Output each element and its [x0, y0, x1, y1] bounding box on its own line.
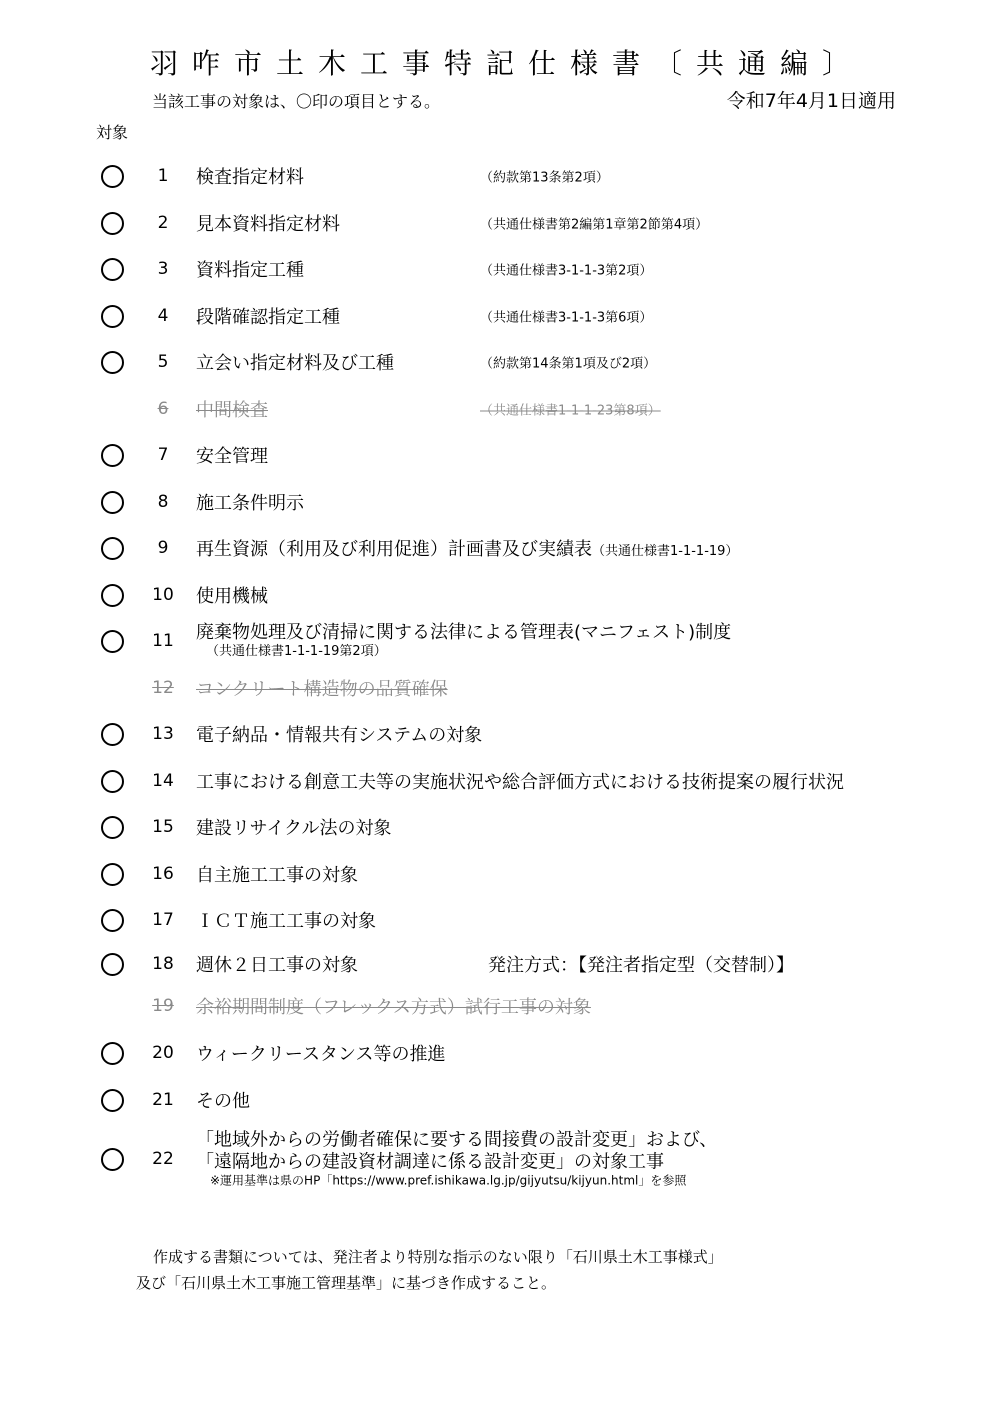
item-number: 5: [157, 352, 169, 372]
footer-note: [136, 1244, 723, 1296]
list-item: [0, 854, 1000, 894]
item-name: その他: [196, 1091, 250, 1112]
circle-mark-icon: [101, 953, 124, 976]
circle-mark-icon: [101, 258, 124, 281]
item-number: 2: [157, 213, 169, 233]
circle-mark-icon: [101, 305, 124, 328]
list-item: [0, 900, 1000, 940]
item-reference: （共通仕様書第2編第1章第2節第4項）: [480, 217, 709, 233]
footer-line-1: 作成する書類については、発注者より特別な指示のない限り「石川県土木工事様式」: [153, 1248, 723, 1266]
item-line-2: 「遠隔地からの建設資材調達に係る設計変更」の対象工事: [196, 1151, 664, 1173]
list-item: [0, 1130, 1000, 1188]
item-number: 12: [152, 678, 174, 698]
list-item: [0, 296, 1000, 336]
list-item-struck: [0, 986, 1000, 1026]
item-number: 20: [152, 1043, 174, 1063]
item-name: 自主施工工事の対象: [196, 865, 358, 886]
item-number: 6: [157, 399, 169, 419]
circle-mark-icon: [101, 723, 124, 746]
circle-mark-icon: [101, 1148, 124, 1171]
item-reference: （共通仕様書3-1-1-3第2項）: [480, 263, 653, 279]
document-title: 羽咋市土木工事特記仕様書〔共通編〕: [150, 47, 865, 80]
list-item: [0, 575, 1000, 615]
item-number: 17: [152, 910, 174, 930]
item-multiline: [196, 622, 731, 660]
item-name: 段階確認指定工種: [196, 307, 340, 328]
item-number: 18: [152, 954, 174, 974]
target-column-label: 対象: [96, 123, 129, 142]
list-item: [0, 482, 1000, 522]
list-item: [0, 1080, 1000, 1120]
item-reference: （共通仕様書1-1-1-19第2項）: [206, 644, 387, 659]
list-item: [0, 156, 1000, 196]
item-reference: （共通仕様書1-1-1-23第8項）: [480, 403, 661, 419]
item-name-text: 再生資源（利用及び利用促進）計画書及び実績表: [196, 539, 592, 560]
subtitle: 当該工事の対象は、〇印の項目とする。: [152, 92, 441, 111]
item-number: 14: [152, 771, 174, 791]
item-note: ※運用基準は県のHP「https://www.pref.ishikawa.lg.jp/gijyutsu/kijyun.html」を参照: [210, 1173, 687, 1188]
item-number: 9: [157, 538, 169, 558]
list-item: [0, 435, 1000, 475]
circle-mark-icon: [101, 165, 124, 188]
item-name: 見本資料指定材料: [196, 214, 340, 235]
list-item: [0, 1033, 1000, 1073]
list-item: [0, 714, 1000, 754]
item-number: 11: [152, 631, 174, 651]
circle-mark-icon: [101, 584, 124, 607]
item-name: 施工条件明示: [196, 493, 304, 514]
item-name: 資料指定工種: [196, 260, 304, 281]
item-name: ウィークリースタンス等の推進: [196, 1044, 446, 1065]
item-reference: （約款第13条第2項）: [480, 170, 609, 186]
order-method: 発注方式：【発注者指定型（交替制）】: [488, 955, 794, 976]
circle-mark-icon: [101, 863, 124, 886]
list-item-struck: [0, 389, 1000, 429]
item-name: [196, 535, 738, 561]
item-number: 22: [152, 1149, 174, 1169]
circle-mark-icon: [101, 1042, 124, 1065]
item-number: 1: [157, 166, 169, 186]
circle-mark-icon: [101, 816, 124, 839]
item-name: 余裕期間制度（フレックス方式）試行工事の対象: [196, 997, 591, 1018]
item-number: 15: [152, 817, 174, 837]
item-name: 建設リサイクル法の対象: [196, 818, 392, 839]
list-item: [0, 621, 1000, 661]
item-reference: （共通仕様書1-1-1-19）: [592, 544, 739, 559]
item-number: 10: [152, 585, 174, 605]
circle-mark-icon: [101, 630, 124, 653]
item-reference: （共通仕様書3-1-1-3第6項）: [480, 310, 653, 326]
list-item: [0, 807, 1000, 847]
footer-line-2: 及び「石川県土木工事施工管理基準」に基づき作成すること。: [136, 1274, 557, 1292]
item-reference: （約款第14条第1項及び2項）: [480, 356, 657, 372]
circle-mark-icon: [101, 444, 124, 467]
item-number: 4: [157, 306, 169, 326]
circle-mark-icon: [101, 1089, 124, 1112]
item-line-1: 「地域外からの労働者確保に要する間接費の設計変更」および、: [196, 1129, 718, 1151]
item-name: 中間検査: [196, 400, 268, 421]
list-item: [0, 528, 1000, 568]
item-name: ＩＣＴ施工工事の対象: [196, 911, 376, 932]
list-item: [0, 249, 1000, 289]
list-item: [0, 944, 1000, 984]
item-name: 廃棄物処理及び清掃に関する法律による管理表(マニフェスト)制度: [196, 622, 732, 643]
circle-mark-icon: [101, 212, 124, 235]
item-multiline: [196, 1130, 717, 1189]
list-item-struck: [0, 668, 1000, 708]
item-name: 工事における創意工夫等の実施状況や総合評価方式における技術提案の履行状況: [196, 772, 844, 793]
item-name: 安全管理: [196, 446, 268, 467]
item-number: 21: [152, 1090, 174, 1110]
item-number: 19: [152, 996, 174, 1016]
list-item: [0, 342, 1000, 382]
effective-date: 令和7年4月1日適用: [726, 90, 896, 112]
list-item: [0, 761, 1000, 801]
item-number: 16: [152, 864, 174, 884]
circle-mark-icon: [101, 770, 124, 793]
item-number: 3: [157, 259, 169, 279]
item-name: 週休２日工事の対象: [196, 955, 358, 976]
item-number: 7: [157, 445, 169, 465]
item-name: 使用機械: [196, 586, 268, 607]
item-name: 検査指定材料: [196, 167, 304, 188]
circle-mark-icon: [101, 909, 124, 932]
circle-mark-icon: [101, 351, 124, 374]
item-number: 8: [157, 492, 169, 512]
item-name: コンクリート構造物の品質確保: [196, 679, 448, 700]
item-name: 電子納品・情報共有システムの対象: [196, 725, 483, 746]
circle-mark-icon: [101, 491, 124, 514]
item-name: 立会い指定材料及び工種: [196, 353, 394, 374]
item-number: 13: [152, 724, 174, 744]
list-item: [0, 203, 1000, 243]
circle-mark-icon: [101, 537, 124, 560]
